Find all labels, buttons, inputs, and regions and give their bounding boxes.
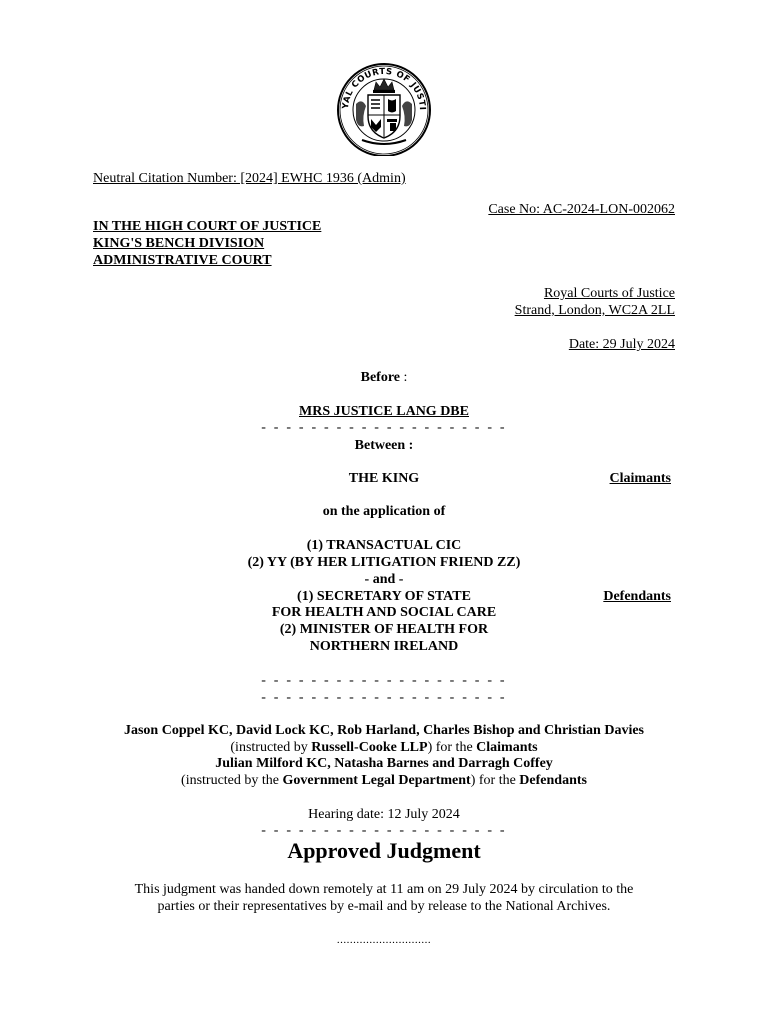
claimant-instruction-role: Claimants xyxy=(476,740,538,755)
seal-text: YAL COURTS OF JUSTI xyxy=(340,66,428,111)
separator-4: - - - - - - - - - - - - - - - - - - - - xyxy=(261,823,507,838)
judge-name: MRS JUSTICE LANG DBE xyxy=(299,404,469,419)
defendant-instruction xyxy=(0,772,768,789)
claimant-2: (2) YY (BY HER LITIGATION FRIEND ZZ) xyxy=(247,555,521,570)
claimant-instruction-prefix: (instructed by xyxy=(230,740,312,755)
royal-courts-seal xyxy=(334,60,434,156)
separator-2: - - - - - - - - - - - - - - - - - - - - xyxy=(261,673,507,688)
neutral-citation: Neutral Citation Number: [2024] EWHC 1936 (Admin) xyxy=(93,171,406,186)
claimants-role-label: Claimants xyxy=(609,471,671,486)
defendants-role-label: Defendants xyxy=(603,589,671,604)
address-line-2: Strand, London, WC2A 2LL xyxy=(514,303,675,318)
claimant-main: THE KING xyxy=(348,471,420,486)
handed-down-notice-line-1: This judgment was handed down remotely at 11 am on 29 July 2024 by circulation to the xyxy=(134,882,634,897)
court-section: ADMINISTRATIVE COURT xyxy=(93,253,272,268)
between-heading: Between : xyxy=(354,438,414,453)
handed-down-notice-line-2: parties or their representatives by e-mail and by release to the National Archives. xyxy=(157,899,611,914)
royal-coat-of-arms-seal-icon xyxy=(334,60,434,156)
separator-1: - - - - - - - - - - - - - - - - - - - - xyxy=(261,420,507,435)
judgment-date: Date: 29 July 2024 xyxy=(568,337,675,352)
defendant-2-line-2: NORTHERN IRELAND xyxy=(309,639,459,654)
claimant-counsel: Jason Coppel KC, David Lock KC, Rob Harland, Charles Bishop and Christian Davies xyxy=(123,723,645,738)
defendant-1-line-1: (1) SECRETARY OF STATE xyxy=(297,589,471,604)
defendant-instruction-role: Defendants xyxy=(519,773,587,788)
before-label: Before xyxy=(360,370,400,385)
defendant-1-line-2: FOR HEALTH AND SOCIAL CARE xyxy=(271,605,497,620)
application-of: on the application of xyxy=(322,504,446,519)
defendant-counsel: Julian Milford KC, Natasha Barnes and Darragh Coffey xyxy=(215,756,553,771)
address-line-1: Royal Courts of Justice xyxy=(543,286,675,301)
judgment-title: Approved Judgment xyxy=(287,838,481,863)
separator-3: - - - - - - - - - - - - - - - - - - - - xyxy=(261,690,507,705)
and-separator: - and - xyxy=(364,572,404,587)
defendant-2-line-1: (2) MINISTER OF HEALTH FOR xyxy=(279,622,489,637)
before-colon: : xyxy=(400,370,408,385)
court-division: KING'S BENCH DIVISION xyxy=(93,236,265,251)
dotted-line: ............................. xyxy=(336,934,432,946)
claimant-solicitor: Russell-Cooke LLP xyxy=(311,740,428,755)
claimant-instruction-mid: ) for the xyxy=(427,740,477,755)
court-name: IN THE HIGH COURT OF JUSTICE xyxy=(93,219,322,234)
defendant-instruction-prefix: (instructed by the xyxy=(181,773,283,788)
defendant-instruction-mid: ) for the xyxy=(470,773,520,788)
case-number: Case No: AC-2024-LON-002062 xyxy=(488,202,675,217)
hearing-date: Hearing date: 12 July 2024 xyxy=(308,807,460,822)
claimant-instruction xyxy=(0,739,768,756)
defendant-solicitor: Government Legal Department xyxy=(282,773,471,788)
before-heading xyxy=(0,369,768,386)
claimant-1: (1) TRANSACTUAL CIC xyxy=(306,538,462,553)
